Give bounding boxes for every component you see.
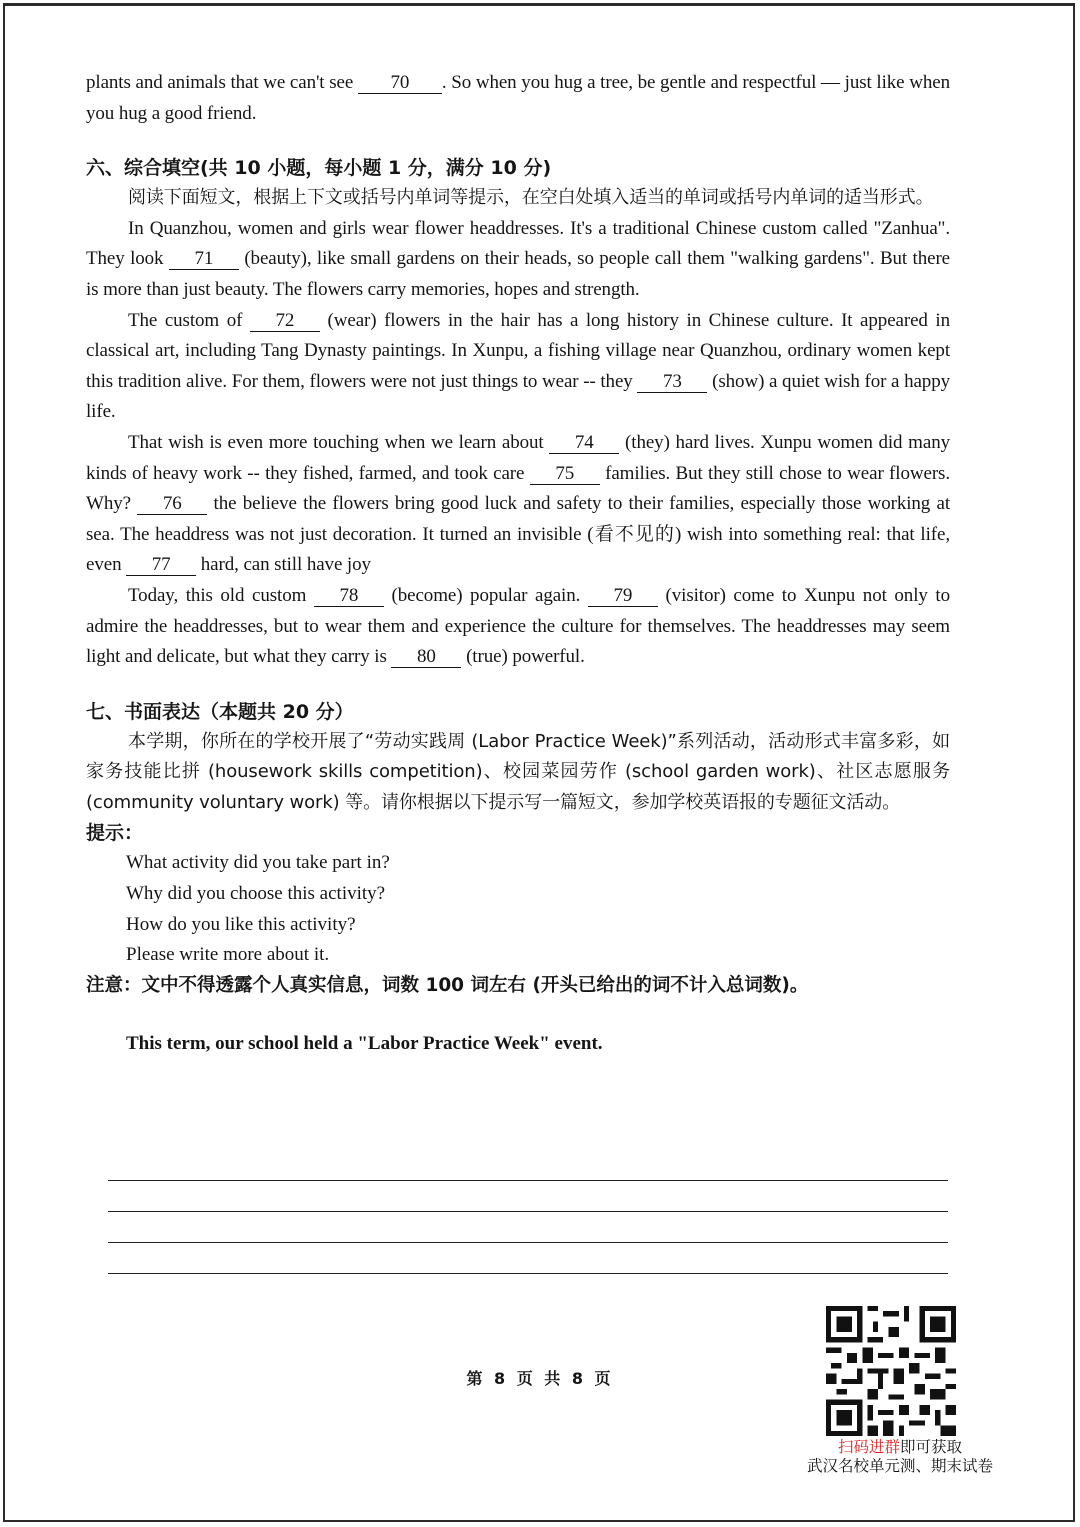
- blank-71[interactable]: 71: [169, 249, 239, 270]
- exam-page: [86, 68, 950, 1059]
- section7-title: 七、书面表达（本题共 20 分）: [86, 700, 354, 723]
- writing-opening-sentence: This term, our school held a "Labor Practice Week" event.: [126, 1032, 603, 1054]
- section6-instruction: 阅读下面短文，根据上下文或括号内单词等提示，在空白处填入适当的单词或括号内单词的适当形式。: [128, 187, 934, 209]
- blank-77[interactable]: 77: [126, 555, 196, 576]
- intro-text: plants and animals that we can't see: [86, 72, 354, 93]
- answer-line[interactable]: [108, 1181, 948, 1212]
- section6-title: 六、综合填空(共 10 小题，每小题 1 分，满分 10 分): [86, 157, 552, 180]
- promo-highlight: 扫码进群: [837, 1438, 900, 1456]
- passage-paragraph-2: The custom of 72 (wear) flowers in the hair has a long history in Chinese culture. It appeared in classical art, including Tang Dynasty paintings. In Xunpu, a fishing village near Quanzhou, ordinary women kept this tradition alive. For them, flowers were not just things to wear -- they 73 (show) a quiet wish for a happy life.: [86, 309, 951, 423]
- promo-rest: 即可获取: [900, 1438, 963, 1456]
- answer-line[interactable]: [108, 1243, 948, 1274]
- tip-3: How do you like this activity?: [126, 913, 356, 935]
- passage-paragraph-3: That wish is even more touching when we learn about 74 (they) hard lives. Xunpu women did many kinds of heavy work -- they fished, farmed, and took care 75 families. But they still chose to wear flowers. Why? 76 the believe the flowers bring good luck and safety to their families, especially those working at sea. The headdress was not just decoration. It turned an invisible (看不见的) wish into something real: that life, even 77 hard, can still have joy: [86, 431, 950, 576]
- intro-text-end: . So when you hug a tree, be gentle and respectful — just like when you hug a good friend.: [86, 72, 950, 124]
- tip-4: Please write more about it.: [126, 944, 330, 966]
- answer-lines[interactable]: [108, 1150, 948, 1274]
- answer-line[interactable]: [108, 1150, 948, 1181]
- tip-2: Why did you choose this activity?: [126, 883, 386, 905]
- tip-1: What activity did you take part in?: [126, 852, 390, 874]
- writing-note: 注意：文中不得透露个人真实信息，词数 100 词左右 (开头已给出的词不计入总词数)。: [86, 974, 809, 996]
- blank-76[interactable]: 76: [137, 494, 207, 515]
- blank-75[interactable]: 75: [530, 464, 600, 485]
- passage-paragraph-1: In Quanzhou, women and girls wear flower headdresses. It's a traditional Chinese custom called "Zanhua". They look 71 (beauty), like small gardens on their heads, so people call them "walking gardens". But there is more than just beauty. The flowers carry memories, hopes and strength.: [86, 217, 950, 300]
- passage-paragraph-4: Today, this old custom 78 (become) popular again. 79 (visitor) come to Xunpu not only to admire the headdresses, but to wear them and experience the culture for themselves. The headdresses may seem light and delicate, but what they carry is 80 (true) powerful.: [86, 584, 950, 668]
- blank-70[interactable]: 70: [358, 73, 442, 94]
- page-number: 第 8 页 共 8 页: [466, 1369, 614, 1388]
- section7-prompt: 本学期，你所在的学校开展了“劳动实践周 (Labor Practice Week)”系列活动，活动形式丰富多彩，如家务技能比拼 (housework skills competition)、校园菜园劳作 (school garden work)、社区志愿服务 (community voluntary work) 等。请你根据以下提示写一篇短文，参加学校英语报的专题征文活动。: [86, 730, 950, 813]
- qr-code-icon[interactable]: [826, 1306, 956, 1436]
- blank-80[interactable]: 80: [391, 647, 461, 668]
- tips-label: 提示：: [86, 822, 144, 845]
- blank-79[interactable]: 79: [588, 586, 658, 607]
- intro-paragraph: [86, 68, 950, 129]
- answer-line[interactable]: [108, 1212, 948, 1243]
- blank-73[interactable]: 73: [637, 372, 707, 393]
- promo-text: [780, 1438, 1020, 1476]
- blank-78[interactable]: 78: [314, 586, 384, 607]
- blank-72[interactable]: 72: [250, 311, 320, 332]
- blank-74[interactable]: 74: [549, 433, 619, 454]
- promo-line-2: 武汉名校单元测、期末试卷: [806, 1457, 993, 1475]
